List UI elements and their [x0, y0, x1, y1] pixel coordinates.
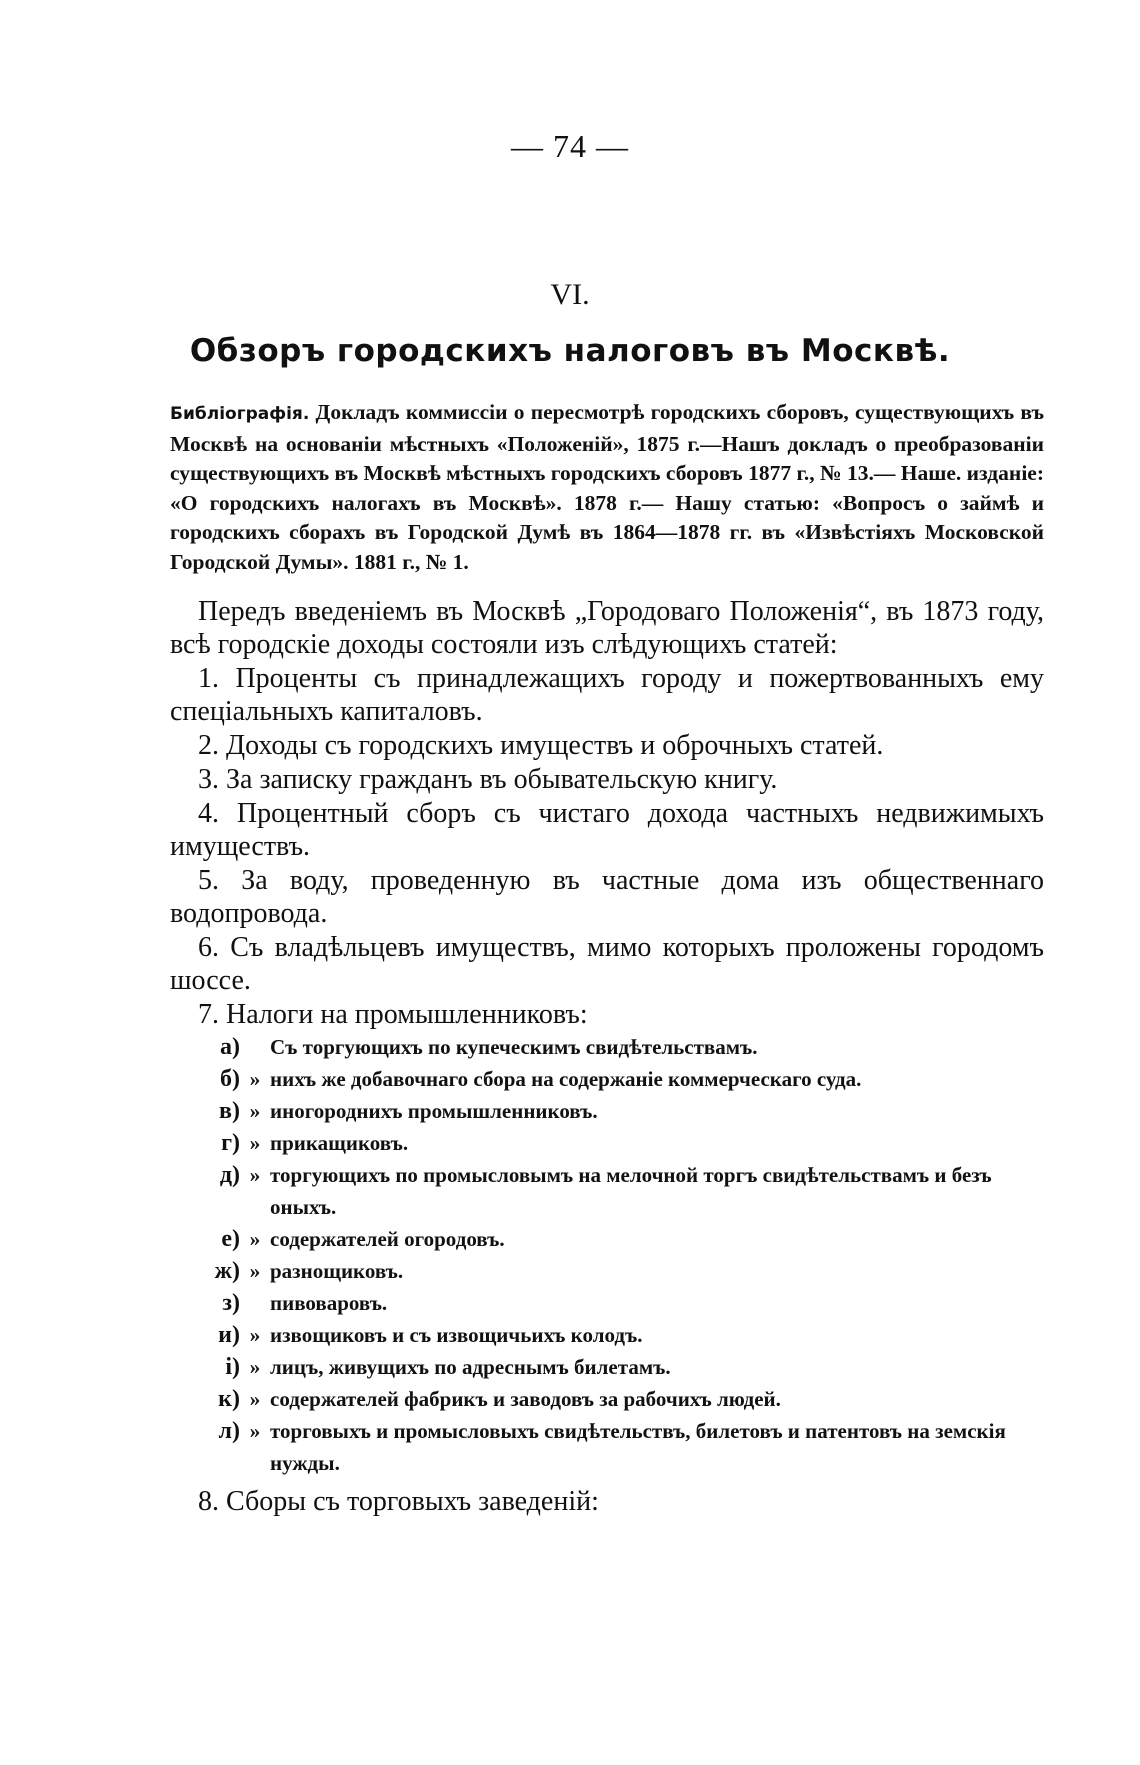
sub-list-item — [196, 1255, 1044, 1287]
sub-list — [196, 1031, 1044, 1479]
bibliography-label: Библіографія. — [170, 404, 310, 424]
sub-letter: г) — [221, 1130, 240, 1156]
sub-text: прикащиковъ. — [270, 1131, 409, 1155]
sub-letter: л) — [218, 1418, 240, 1444]
page-number: — 74 — — [511, 128, 629, 164]
ditto-mark: » — [249, 1419, 261, 1443]
intro-paragraph: Передъ введеніемъ въ Москвѣ „Городоваго Положенія“, въ 1873 году, всѣ городскіе доходы состояли изъ слѣдующихъ статей: — [170, 596, 1044, 660]
ditto-mark: » — [249, 1131, 261, 1155]
sub-text: пивоваровъ. — [270, 1291, 388, 1315]
ditto-mark — [240, 1031, 270, 1063]
list-item: 1. Проценты съ принадлежащихъ городу и пожертвованныхъ ему спеціальныхъ капиталовъ. — [170, 663, 1044, 727]
sub-letter: в) — [219, 1098, 240, 1124]
chapter-title: Обзоръ городскихъ налоговъ въ Москвѣ. — [189, 333, 951, 369]
sub-list-item — [196, 1063, 1044, 1095]
sub-list-item — [196, 1159, 1044, 1223]
sub-text: торгующихъ по промысловымъ на мелочной торгъ свидѣтельствамъ и безъ оныхъ. — [270, 1163, 992, 1219]
sub-letter: ж) — [214, 1258, 240, 1284]
sub-letter: з) — [222, 1290, 240, 1316]
sub-letter: а) — [220, 1034, 240, 1060]
sub-text: извощиковъ и съ извощичьихъ колодъ. — [270, 1323, 643, 1347]
chapter-number: VI. — [550, 278, 590, 311]
ditto-mark: » — [249, 1259, 261, 1283]
bibliography — [170, 398, 1044, 578]
ditto-mark: » — [249, 1227, 261, 1251]
sub-text: содержателей огородовъ. — [270, 1227, 505, 1251]
sub-text: разнощиковъ. — [270, 1259, 404, 1283]
list-item: 8. Сборы съ торговыхъ заведеній: — [198, 1486, 599, 1517]
ditto-mark: » — [249, 1163, 261, 1187]
sub-letter: д) — [219, 1162, 240, 1188]
ditto-mark: » — [249, 1323, 261, 1347]
sub-letter: е) — [221, 1226, 240, 1252]
sub-text: Съ торгующихъ по купеческимъ свидѣтельствамъ. — [270, 1035, 758, 1059]
ditto-mark: » — [249, 1355, 261, 1379]
list-item: 6. Съ владѣльцевъ имуществъ, мимо которыхъ проложены городомъ шоссе. — [170, 932, 1044, 996]
main-text — [170, 595, 1044, 1518]
sub-list-item — [196, 1095, 1044, 1127]
sub-text: содержателей фабрикъ и заводовъ за рабочихъ людей. — [270, 1387, 781, 1411]
sub-text: лицъ, живущихъ по адреснымъ билетамъ. — [270, 1355, 671, 1379]
sub-letter: к) — [218, 1386, 240, 1412]
list-item: 2. Доходы съ городскихъ имуществъ и оброчныхъ статей. — [198, 730, 884, 761]
ditto-mark: » — [249, 1387, 261, 1411]
sub-list-item — [196, 1127, 1044, 1159]
sub-list-item — [196, 1415, 1044, 1479]
ditto-mark: » — [249, 1067, 261, 1091]
sub-letter: и) — [218, 1322, 240, 1348]
sub-text: торговыхъ и промысловыхъ свидѣтельствъ, билетовъ и патентовъ на земскія нужды. — [270, 1419, 1006, 1475]
list-item: 3. За записку гражданъ въ обывательскую книгу. — [198, 764, 778, 795]
ditto-mark: » — [249, 1099, 261, 1123]
sub-text: нихъ же добавочнаго сбора на содержаніе коммерческаго суда. — [270, 1067, 862, 1091]
list-item: 4. Процентный сборъ съ чистаго дохода частныхъ недвижимыхъ имуществъ. — [170, 798, 1044, 862]
sub-list-item — [196, 1319, 1044, 1351]
sub-list-item — [196, 1287, 1044, 1319]
sub-letter: б) — [220, 1066, 240, 1092]
sub-text: иногороднихъ промышленниковъ. — [270, 1099, 598, 1123]
sub-list-item — [196, 1351, 1044, 1383]
list-item: 5. За воду, проведенную въ частные дома изъ общественнаго водопровода. — [170, 865, 1044, 929]
sub-list-item — [196, 1383, 1044, 1415]
ditto-mark — [240, 1287, 270, 1319]
sub-list-item — [196, 1223, 1044, 1255]
sub-list-item — [196, 1031, 1044, 1063]
sub-letter: і) — [225, 1354, 240, 1380]
bibliography-text: Докладъ коммиссіи о пересмотрѣ городскихъ сборовъ, существующихъ въ Москвѣ на основаніи мѣстныхъ «Положеній», 1875 г.—Нашъ докладъ о преобразованіи существующихъ въ Москвѣ мѣстныхъ городскихъ сборовъ 1877 г., № 13.— Наше. изданіе: «О городскихъ налогахъ въ Москвѣ». 1878 г.— Нашу статью: «Вопросъ о займѣ и городскихъ сборахъ въ Городской Думѣ въ 1864—1878 гг. въ «Извѣстіяхъ Московской Городской Думы». 1881 г., № 1. — [170, 400, 1044, 574]
list-item: 7. Налоги на промышленниковъ: — [198, 999, 588, 1030]
